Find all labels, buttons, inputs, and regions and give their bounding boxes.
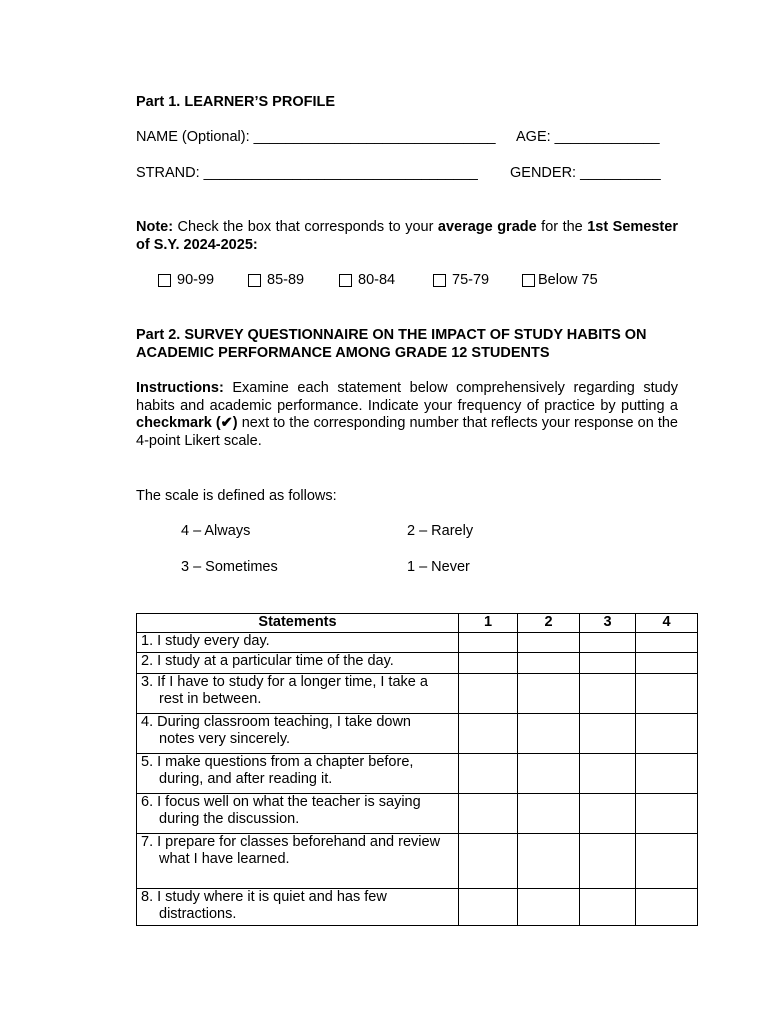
statement-text-cont: notes very sincerely. — [159, 731, 291, 747]
checkbox-icon[interactable] — [248, 274, 261, 287]
statement-cell — [137, 793, 459, 833]
table-row — [137, 753, 698, 793]
response-cell-4[interactable] — [636, 753, 698, 793]
response-cell-2[interactable] — [518, 753, 580, 793]
response-cell-4[interactable] — [636, 833, 698, 888]
table-row — [137, 793, 698, 833]
table-row — [137, 713, 698, 753]
instructions-text-2: next to the corresponding number that reflects your response on the 4-point Likert scale. — [136, 415, 678, 449]
note-text-1: Check the box that corresponds to your — [173, 219, 438, 235]
grade-option-85-89[interactable] — [248, 272, 339, 288]
note-prefix: Note: — [136, 219, 174, 235]
response-cell-2[interactable] — [518, 793, 580, 833]
grade-label: Below 75 — [538, 272, 598, 288]
instructions-bold: checkmark (✔) — [136, 415, 238, 431]
note-bold-2: 1st Semester of S.Y. 2024-2025: — [136, 219, 678, 253]
response-cell-3[interactable] — [580, 833, 636, 888]
statement-cell — [137, 833, 459, 888]
grade-label: 75-79 — [452, 272, 490, 288]
statement-cell — [137, 632, 459, 652]
part2-title — [136, 326, 647, 362]
statement-text-cont: distractions. — [159, 906, 237, 922]
checkbox-icon[interactable] — [522, 274, 535, 287]
response-cell-3[interactable] — [580, 793, 636, 833]
header-statements: Statements — [137, 614, 459, 633]
response-cell-1[interactable] — [459, 793, 518, 833]
statement-text: 2. I study at a particular time of the day. — [141, 652, 394, 669]
header-2: 2 — [518, 614, 580, 633]
survey-table — [136, 613, 698, 926]
gender-field-label[interactable]: GENDER: __________ — [510, 165, 661, 181]
response-cell-1[interactable] — [459, 652, 518, 673]
note-text-2: for the — [536, 219, 588, 235]
statement-text: 5. I make questions from a chapter before, — [141, 753, 414, 770]
statement-cell — [137, 753, 459, 793]
response-cell-4[interactable] — [636, 652, 698, 673]
statement-cell — [137, 713, 459, 753]
response-cell-3[interactable] — [580, 713, 636, 753]
note-paragraph — [136, 219, 678, 254]
header-3: 3 — [580, 614, 636, 633]
strand-field-label[interactable]: STRAND: __________________________________ — [136, 165, 478, 181]
scale-always: 4 – Always — [181, 523, 251, 539]
scale-never: 1 – Never — [407, 559, 470, 575]
grade-option-75-79[interactable] — [433, 272, 522, 288]
checkbox-icon[interactable] — [158, 274, 171, 287]
age-field-label[interactable]: AGE: _____________ — [516, 129, 660, 145]
table-row — [137, 652, 698, 673]
statement-cell — [137, 652, 459, 673]
response-cell-1[interactable] — [459, 673, 518, 713]
statement-text-cont: what I have learned. — [159, 851, 290, 867]
response-cell-1[interactable] — [459, 632, 518, 652]
name-field-label[interactable]: NAME (Optional): ______________________________ — [136, 129, 496, 145]
statement-text: 7. I prepare for classes beforehand and review — [141, 833, 441, 850]
grade-label: 85-89 — [267, 272, 305, 288]
statement-text: 3. If I have to study for a longer time, I take a — [141, 673, 428, 690]
statement-text-cont: rest in between. — [159, 691, 262, 707]
response-cell-4[interactable] — [636, 793, 698, 833]
part2-title-line2: ACADEMIC PERFORMANCE AMONG GRADE 12 STUDENTS — [136, 345, 550, 361]
checkbox-icon[interactable] — [433, 274, 446, 287]
grade-options — [158, 272, 622, 288]
response-cell-1[interactable] — [459, 713, 518, 753]
grade-option-below-75[interactable] — [522, 272, 622, 288]
response-cell-2[interactable] — [518, 632, 580, 652]
statement-text: 8. I study where it is quiet and has few — [141, 888, 387, 905]
response-cell-3[interactable] — [580, 888, 636, 925]
instructions-paragraph — [136, 380, 678, 450]
part1-title: Part 1. LEARNER’S PROFILE — [136, 94, 336, 110]
grade-label: 80-84 — [358, 272, 396, 288]
note-bold-1: average grade — [437, 219, 537, 235]
response-cell-1[interactable] — [459, 888, 518, 925]
statement-cell — [137, 673, 459, 713]
grade-option-90-99[interactable] — [158, 272, 248, 288]
response-cell-3[interactable] — [580, 632, 636, 652]
response-cell-3[interactable] — [580, 753, 636, 793]
instructions-prefix: Instructions: — [136, 380, 224, 396]
response-cell-1[interactable] — [459, 833, 518, 888]
statement-text-cont: during, and after reading it. — [159, 771, 333, 787]
checkbox-icon[interactable] — [339, 274, 352, 287]
statement-text: 4. During classroom teaching, I take down — [141, 713, 411, 730]
response-cell-3[interactable] — [580, 652, 636, 673]
table-row — [137, 888, 698, 925]
response-cell-4[interactable] — [636, 673, 698, 713]
response-cell-2[interactable] — [518, 673, 580, 713]
response-cell-2[interactable] — [518, 652, 580, 673]
table-row — [137, 673, 698, 713]
scale-intro: The scale is defined as follows: — [136, 488, 337, 504]
grade-option-80-84[interactable] — [339, 272, 433, 288]
scale-rarely: 2 – Rarely — [407, 523, 474, 539]
response-cell-4[interactable] — [636, 888, 698, 925]
response-cell-2[interactable] — [518, 833, 580, 888]
response-cell-3[interactable] — [580, 673, 636, 713]
statement-cell — [137, 888, 459, 925]
response-cell-2[interactable] — [518, 713, 580, 753]
table-row — [137, 632, 698, 652]
header-4: 4 — [636, 614, 698, 633]
table-header-row — [137, 614, 698, 633]
response-cell-4[interactable] — [636, 632, 698, 652]
part2-title-line1: Part 2. SURVEY QUESTIONNAIRE ON THE IMPACT OF STUDY HABITS ON — [136, 327, 647, 343]
statement-text: 6. I focus well on what the teacher is saying — [141, 793, 421, 810]
response-cell-2[interactable] — [518, 888, 580, 925]
statement-text: 1. I study every day. — [141, 632, 270, 649]
instructions-text-1: Examine each statement below comprehensively regarding study habits and academic performance. Indicate your frequency of practice by putting a — [136, 380, 678, 414]
table-row — [137, 833, 698, 888]
header-1: 1 — [459, 614, 518, 633]
grade-label: 90-99 — [177, 272, 215, 288]
response-cell-4[interactable] — [636, 713, 698, 753]
response-cell-1[interactable] — [459, 753, 518, 793]
scale-sometimes: 3 – Sometimes — [181, 559, 278, 575]
statement-text-cont: during the discussion. — [159, 811, 300, 827]
